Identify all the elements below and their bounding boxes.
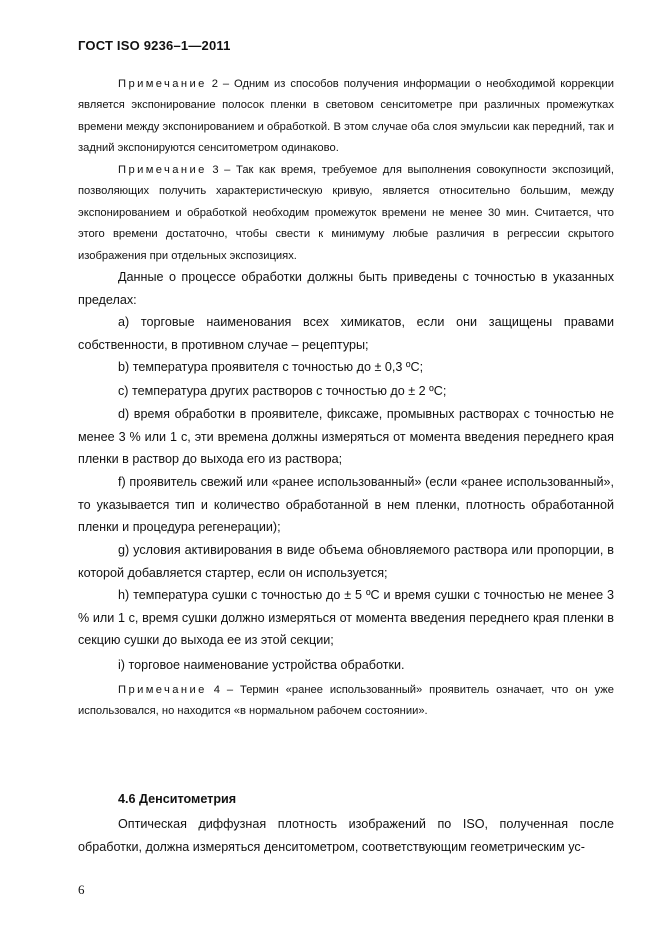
list-item-d: d) время обработки в проявителе, фиксаже, промывных растворах с точностью не менее 3 % или 1 с, эти времена должны измеряться от момента введения переднего края пленки в раствор до выхода его из раствора; xyxy=(78,407,614,467)
list-item-f: f) проявитель свежий или «ранее использованный» (если «ранее использованный», то указывается тип и количество обработанной в нем пленки, плотность обработанной пленки и процедура регенерации); xyxy=(78,475,614,535)
note-3 xyxy=(78,160,614,267)
document-header: ГОСТ ISO 9236–1—2011 xyxy=(78,38,231,53)
list-item-a: а) торговые наименования всех химикатов, если они защищены правами собственности, в противном случае – рецептуры; xyxy=(78,315,614,352)
list-item-b: b) температура проявителя с точностью до ± 0,3 ºС; xyxy=(118,360,424,374)
note-4-label: Примечание xyxy=(118,684,207,696)
list-item-g: g) условия активирования в виде объема обновляемого раствора или пропорции, в которой добавляется стартер, если он используется; xyxy=(78,543,614,580)
section-paragraph: Оптическая диффузная плотность изображений по ISO, полученная после обработки, должна измеряться денситометром, соответствующим геометрическим ус- xyxy=(78,817,614,854)
paragraph-intro: Данные о процессе обработки должны быть приведены с точностью в указанных пределах: xyxy=(78,270,614,307)
section-title: 4.6 Денситометрия xyxy=(118,792,237,806)
page-number: 6 xyxy=(78,882,85,897)
list-item-h: h) температура сушки с точностью до ± 5 ºС и время сушки с точностью не менее 3 % или 1 с, время сушки должно измеряться от момента введения переднего края пленки в секцию сушки до выхода ее из этой секции; xyxy=(78,588,614,648)
note-2-label: Примечание xyxy=(118,78,207,90)
note-2 xyxy=(78,74,614,160)
note-4 xyxy=(78,680,614,723)
note-3-text: 3 – Так как время, требуемое для выполнения совокупности экспозиций, позволяющих получить характеристическую кривую, является относительно большим, между экспонированием и обработкой необходим промежуток времени не менее 30 мин. Считается, что этого времени достаточно, чтобы свести к минимуму любые различия в регрессии скрытого изображения при отдельных экспозициях. xyxy=(78,164,614,262)
list-item-c: c) температура других растворов с точностью до ± 2 ºС; xyxy=(118,384,447,398)
note-2-text: 2 – Одним из способов получения информации о необходимой коррекции является экспонирование полосок пленки в световом сенситометре при различных промежутках времени между экспонированием и обработкой. В этом случае оба слоя эмульсии как передний, так и задний экспонируются сенситометром одинаково. xyxy=(78,78,614,155)
list-item-i: i) торговое наименование устройства обработки. xyxy=(118,658,405,672)
note-3-label: Примечание xyxy=(118,164,207,176)
note-4-text: 4 – Термин «ранее использованный» проявитель означает, что он уже использовался, но находится «в нормальном рабочем состоянии». xyxy=(78,684,614,718)
